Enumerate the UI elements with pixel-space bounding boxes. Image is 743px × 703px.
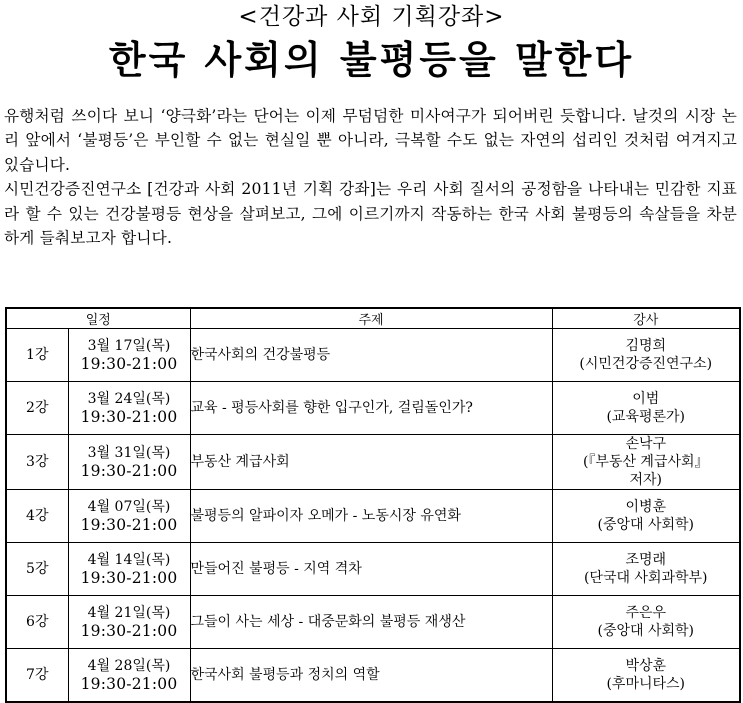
lecture-number: 2강 (6, 382, 68, 435)
table-row (6, 490, 740, 543)
lecture-time: 19:30-21:00 (80, 462, 178, 480)
lecture-date: 4월 07일(목) (87, 499, 171, 515)
speaker-affiliation: (『부동산 계급사회』 (582, 454, 709, 470)
lecture-number: 5강 (6, 543, 68, 596)
speaker-affiliation: (시민건강증진연구소) (579, 356, 713, 372)
header-schedule: 일정 (6, 308, 190, 329)
table-row (6, 543, 740, 596)
speaker-name: 박상훈 (625, 658, 667, 674)
lecture-speaker (552, 649, 740, 703)
lecture-topic: 교육 - 평등사회를 향한 입구인가, 걸림돌인가? (190, 382, 552, 435)
lecture-number: 7강 (6, 649, 68, 703)
speaker-affiliation: (중앙대 사회학) (597, 623, 695, 639)
lecture-number: 4강 (6, 490, 68, 543)
table-row (6, 382, 740, 435)
lecture-number: 6강 (6, 596, 68, 649)
table-row (6, 435, 740, 490)
lecture-date: 3월 31일(목) (87, 445, 171, 461)
lecture-date: 4월 28일(목) (87, 658, 171, 674)
lecture-speaker (552, 596, 740, 649)
lecture-schedule (68, 490, 190, 543)
header-speaker: 강사 (552, 308, 740, 329)
lecture-speaker (552, 435, 740, 490)
table-row (6, 329, 740, 382)
lecture-topic: 그들이 사는 세상 - 대중문화의 불평등 재생산 (190, 596, 552, 649)
lecture-speaker (552, 382, 740, 435)
lecture-schedule (68, 329, 190, 382)
speaker-affiliation: (중앙대 사회학) (597, 517, 695, 533)
lecture-schedule (68, 649, 190, 703)
lecture-speaker (552, 543, 740, 596)
lecture-time: 19:30-21:00 (80, 516, 178, 534)
lecture-date: 3월 24일(목) (87, 391, 171, 407)
speaker-name: 김명희 (625, 338, 667, 354)
lecture-number: 3강 (6, 435, 68, 490)
table-row (6, 596, 740, 649)
lecture-time: 19:30-21:00 (80, 675, 178, 693)
lecture-speaker (552, 329, 740, 382)
intro-paragraph: 유행처럼 쓰이다 보니 ‘양극화’라는 단어는 이제 무덤덤한 미사여구가 되어버린 듯합니다. 날것의 시장 논리 앞에서 ‘불평등’은 부인할 수 없는 현실일 뿐 아니라, 극복할 수도 없는 자연의 섭리인 것처럼 여겨지고 있습니다. (4, 107, 737, 174)
lecture-topic: 한국사회 불평등과 정치의 역할 (190, 649, 552, 703)
lecture-topic: 한국사회의 건강불평등 (190, 329, 552, 382)
event-subtitle: <건강과 사회 기획강좌> (238, 4, 505, 30)
lecture-schedule-table (5, 307, 741, 703)
speaker-name: 조명래 (625, 552, 667, 568)
intro-text (4, 104, 737, 250)
table-row (6, 649, 740, 703)
speaker-affiliation: (후마니타스) (606, 676, 686, 692)
speaker-affiliation: 저자) (629, 472, 662, 488)
lecture-topic: 불평등의 알파이자 오메가 - 노동시장 유연화 (190, 490, 552, 543)
lecture-topic: 부동산 계급사회 (190, 435, 552, 490)
speaker-name: 이병훈 (625, 499, 667, 515)
lecture-date: 4월 21일(목) (87, 605, 171, 621)
page-title: 한국 사회의 불평등을 말한다 (108, 38, 635, 82)
lecture-number: 1강 (6, 329, 68, 382)
lecture-speaker (552, 490, 740, 543)
speaker-name: 주은우 (625, 605, 667, 621)
lecture-schedule (68, 596, 190, 649)
lecture-schedule (68, 543, 190, 596)
lecture-time: 19:30-21:00 (80, 622, 178, 640)
table-body (6, 329, 740, 703)
speaker-name: 이범 (632, 391, 660, 407)
lecture-time: 19:30-21:00 (80, 355, 178, 373)
lecture-topic: 만들어진 불평등 - 지역 격차 (190, 543, 552, 596)
speaker-affiliation: (교육평론가) (606, 409, 686, 425)
lecture-time: 19:30-21:00 (80, 569, 178, 587)
lecture-schedule (68, 382, 190, 435)
speaker-affiliation: (단국대 사회과학부) (583, 570, 708, 586)
intro-paragraph: 시민건강증진연구소 [건강과 사회 2011년 기획 강좌]는 우리 사회 질서의 공정함을 나타내는 민감한 지표라 할 수 있는 건강불평등 현상을 살펴보고, 그에 이르기까지 작동하는 한국 사회 불평등의 속살들을 차분하게 들춰보고자 합니다. (4, 180, 737, 248)
lecture-date: 4월 14일(목) (87, 552, 171, 568)
speaker-name: 손낙구 (625, 436, 667, 452)
lecture-schedule (68, 435, 190, 490)
header-topic: 주제 (190, 308, 552, 329)
table-header-row (6, 308, 740, 329)
lecture-date: 3월 17일(목) (87, 338, 171, 354)
lecture-time: 19:30-21:00 (80, 408, 178, 426)
